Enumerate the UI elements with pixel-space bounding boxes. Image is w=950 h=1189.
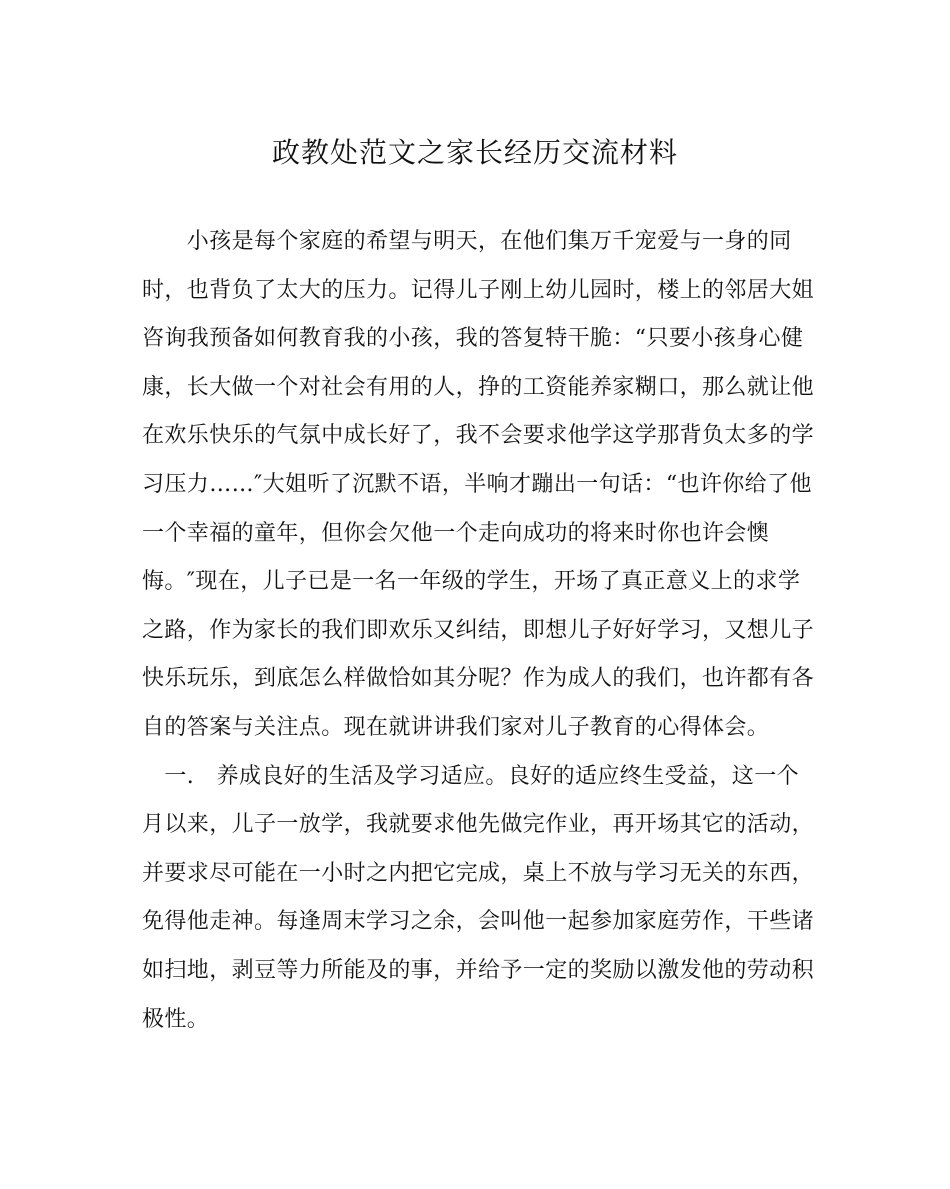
text-line: 如扫地，剥豆等力所能及的事，并给予一定的奖励以激发他的劳动积 bbox=[142, 957, 815, 983]
text-line: 快乐玩乐，到底怎么样做恰如其分呢？作为成人的我们，也许都有各 bbox=[142, 666, 815, 692]
text-line: 月以来，儿子一放学，我就要求他先做完作业，再开场其它的活动， bbox=[142, 812, 815, 838]
text-line: 康，长大做一个对社会有用的人，挣的工资能养家糊口，那么就让他 bbox=[142, 374, 815, 400]
text-line: 极性。 bbox=[142, 1006, 210, 1032]
text-line: 并要求尽可能在一小时之内把它完成，桌上不放与学习无关的东西， bbox=[142, 860, 815, 886]
text-line: 习压力……″大姐听了沉默不语，半响才蹦出一句话：“也许你给了他 bbox=[142, 471, 812, 497]
text-line: 一个幸福的童年，但你会欠他一个走向成功的将来时你也许会懊 bbox=[142, 520, 770, 546]
text-line: 免得他走神。每逢周末学习之余，会叫他一起参加家庭劳作，干些诸 bbox=[142, 909, 815, 935]
text-line: 咨询我预备如何教育我的小孩，我的答复特干脆：“只要小孩身心健 bbox=[142, 326, 804, 352]
text-line: 小孩是每个家庭的希望与明天，在他们集万千宠爱与一身的同 bbox=[142, 229, 792, 254]
text-line: 一. 养成良好的生活及学习适应。良好的适应终生受益，这一个 bbox=[142, 763, 799, 789]
text-line: 在欢乐快乐的气氛中成长好了，我不会要求他学这学那背负太多的学 bbox=[142, 423, 815, 449]
text-line: 自的答案与关注点。现在就讲讲我们家对儿子教育的心得体会。 bbox=[142, 714, 770, 740]
text-line: 之路，作为家长的我们即欢乐又纠结，即想儿子好好学习，又想儿子 bbox=[142, 617, 815, 643]
text-line: 悔。″现在，儿子已是一名一年级的学生，开场了真正意义上的求学 bbox=[142, 569, 801, 595]
document-title: 政教处范文之家长经历交流材料 bbox=[271, 136, 678, 169]
document-body bbox=[142, 218, 815, 1044]
text-line: 时，也背负了太大的压力。记得儿子刚上幼儿园时，楼上的邻居大姐 bbox=[142, 277, 815, 303]
